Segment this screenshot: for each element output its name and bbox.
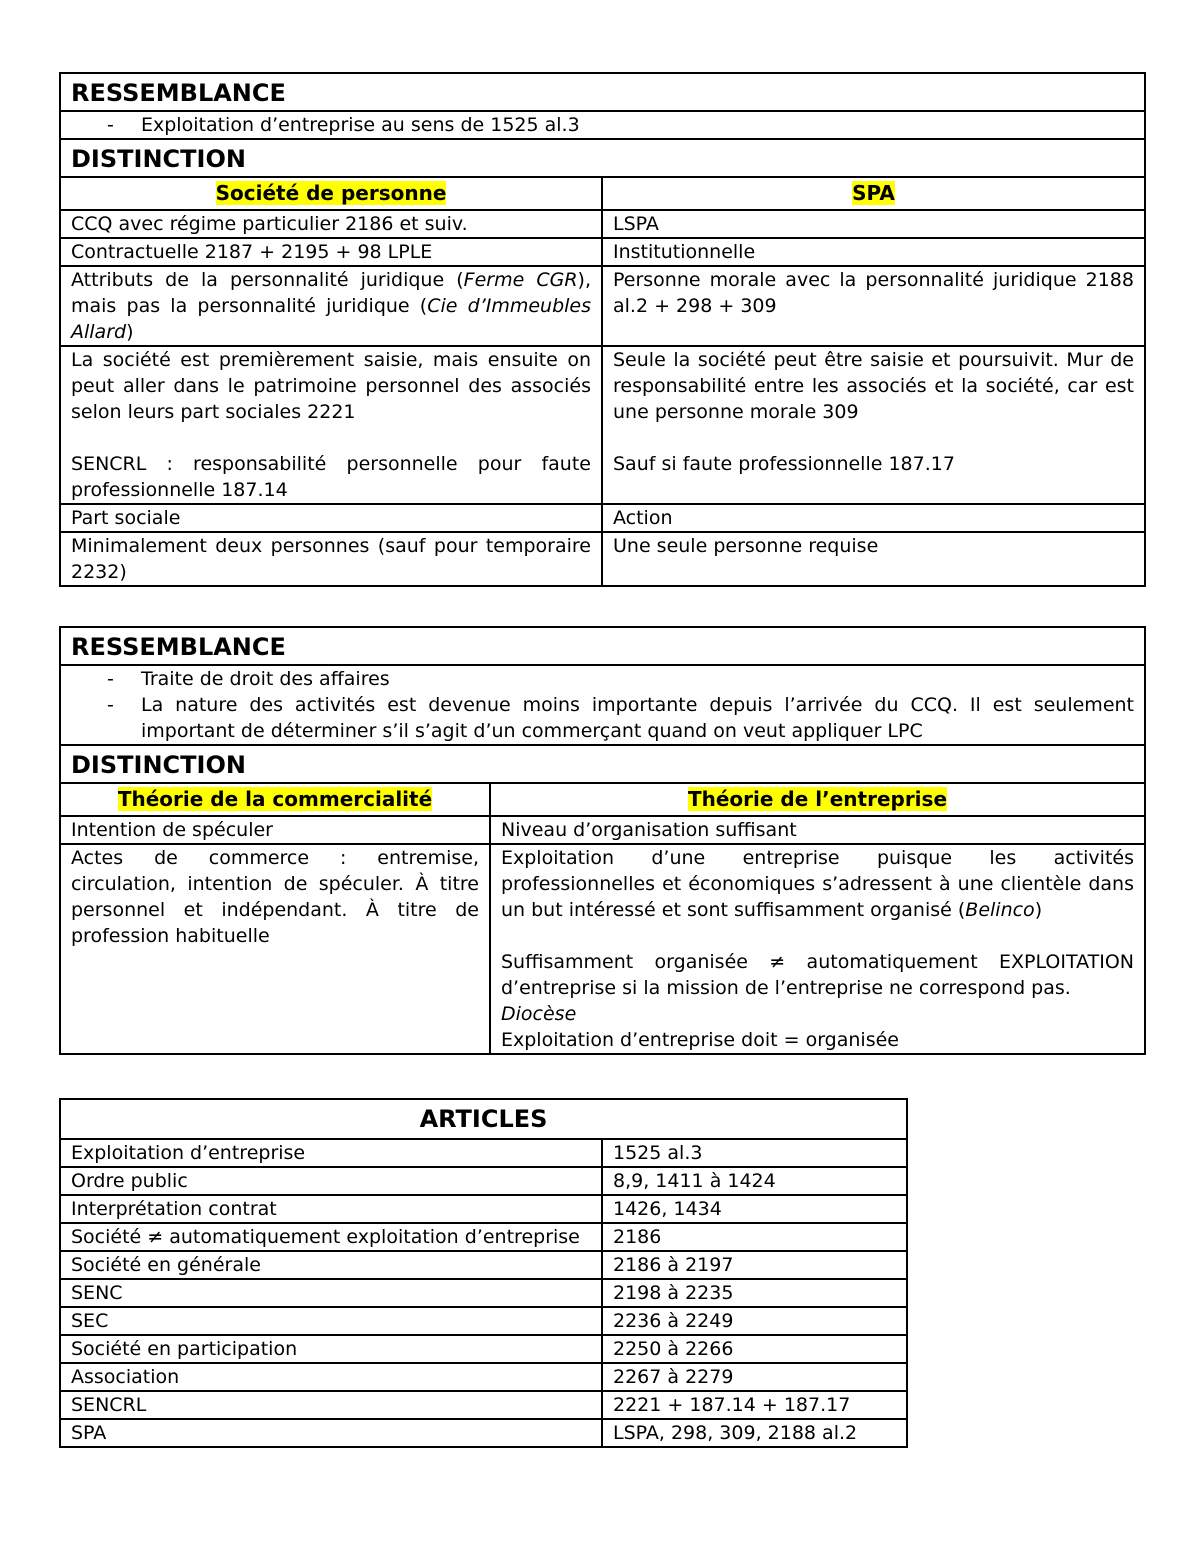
article-value: 2186 [602, 1223, 907, 1251]
article-label: Ordre public [60, 1167, 602, 1195]
ressemblance-list [60, 665, 1145, 745]
article-label: SPA [60, 1419, 602, 1447]
articles-table [59, 1098, 908, 1448]
list-item: - Exploitation d’entreprise au sens de 1525 al.3 [107, 114, 580, 136]
article-value: 2221 + 187.14 + 187.17 [602, 1391, 907, 1419]
table-row [60, 1139, 907, 1167]
article-value: 2186 à 2197 [602, 1251, 907, 1279]
ressemblance-list [60, 111, 1145, 139]
table-row [60, 1363, 907, 1391]
article-label: Association [60, 1363, 602, 1391]
cell-right: Action [602, 504, 1145, 532]
article-label: Interprétation contrat [60, 1195, 602, 1223]
article-value: LSPA, 298, 309, 2188 al.2 [602, 1419, 907, 1447]
cell-right: Exploitation d’une entreprise puisque les activités professionnelles et économiques s’adressent à une clientèle dans un but intéressé et sont suffisamment organisé (Belinco) Suffisamment organisée ≠ automatiquement EXPLOITATION d’entreprise si la mission de l’entreprise ne correspond pas. Diocèse Exploitation d’entreprise doit = organisée [490, 844, 1145, 1054]
list-item: - Traite de droit des affaires [107, 668, 390, 690]
table-row [60, 844, 1145, 1054]
article-label: Société en participation [60, 1335, 602, 1363]
table-row [60, 1223, 907, 1251]
table-row [60, 532, 1145, 586]
article-label: SEC [60, 1307, 602, 1335]
table-row [60, 1279, 907, 1307]
cell-left: Actes de commerce : entremise, circulation, intention de spéculer. À titre personnel et indépendant. À titre de profession habituelle [60, 844, 490, 1054]
cell-left: Minimalement deux personnes (sauf pour temporaire 2232) [60, 532, 602, 586]
article-label: Société en générale [60, 1251, 602, 1279]
comparison-table-societe-spa [59, 72, 1146, 587]
article-value: 2250 à 2266 [602, 1335, 907, 1363]
table-row [60, 266, 1145, 346]
table-row [60, 346, 1145, 504]
list-item: - La nature des activités est devenue moins importante depuis l’arrivée du CCQ. Il est seulement important de déterminer s’il s’agit d’un commerçant quand on veut appliquer LPC [107, 694, 1134, 742]
cell-right: Une seule personne requise [602, 532, 1145, 586]
article-label: SENC [60, 1279, 602, 1307]
cell-left: Intention de spéculer [60, 816, 490, 844]
table-row [60, 210, 1145, 238]
article-label: Exploitation d’entreprise [60, 1139, 602, 1167]
article-label: SENCRL [60, 1391, 602, 1419]
ressemblance-heading: RESSEMBLANCE [60, 73, 1145, 111]
table-row [60, 238, 1145, 266]
cell-left: Part sociale [60, 504, 602, 532]
comparison-table-theories [59, 626, 1146, 1055]
cell-right: Personne morale avec la personnalité juridique 2188 al.2 + 298 + 309 [602, 266, 1145, 346]
column-header-right: SPA [602, 177, 1145, 210]
cell-right: LSPA [602, 210, 1145, 238]
table-row [60, 1419, 907, 1447]
table-row [60, 1195, 907, 1223]
cell-right: Institutionnelle [602, 238, 1145, 266]
cell-left: Contractuelle 2187 + 2195 + 98 LPLE [60, 238, 602, 266]
article-value: 1525 al.3 [602, 1139, 907, 1167]
table-row [60, 1335, 907, 1363]
cell-right: Seule la société peut être saisie et poursuivit. Mur de responsabilité entre les associés et la société, car est une personne morale 309 Sauf si faute professionnelle 187.17 [602, 346, 1145, 504]
cell-left: La société est premièrement saisie, mais ensuite on peut aller dans le patrimoine personnel des associés selon leurs part sociales 2221 SENCRL : responsabilité personnelle pour faute professionnelle 187.14 [60, 346, 602, 504]
distinction-heading: DISTINCTION [60, 745, 1145, 783]
column-header-left: Société de personne [60, 177, 602, 210]
distinction-heading: DISTINCTION [60, 139, 1145, 177]
table-row [60, 1167, 907, 1195]
cell-left: Attributs de la personnalité juridique (Ferme CGR), mais pas la personnalité juridique (Cie d’Immeubles Allard) [60, 266, 602, 346]
article-value: 2267 à 2279 [602, 1363, 907, 1391]
article-value: 1426, 1434 [602, 1195, 907, 1223]
articles-heading: ARTICLES [60, 1099, 907, 1139]
cell-left: CCQ avec régime particulier 2186 et suiv. [60, 210, 602, 238]
article-value: 2236 à 2249 [602, 1307, 907, 1335]
article-value: 2198 à 2235 [602, 1279, 907, 1307]
table-row [60, 1391, 907, 1419]
column-header-right: Théorie de l’entreprise [490, 783, 1145, 816]
ressemblance-heading: RESSEMBLANCE [60, 627, 1145, 665]
cell-right: Niveau d’organisation suffisant [490, 816, 1145, 844]
article-label: Société ≠ automatiquement exploitation d’entreprise [60, 1223, 602, 1251]
article-value: 8,9, 1411 à 1424 [602, 1167, 907, 1195]
table-row [60, 816, 1145, 844]
table-row [60, 1251, 907, 1279]
table-row [60, 504, 1145, 532]
column-header-left: Théorie de la commercialité [60, 783, 490, 816]
table-row [60, 1307, 907, 1335]
